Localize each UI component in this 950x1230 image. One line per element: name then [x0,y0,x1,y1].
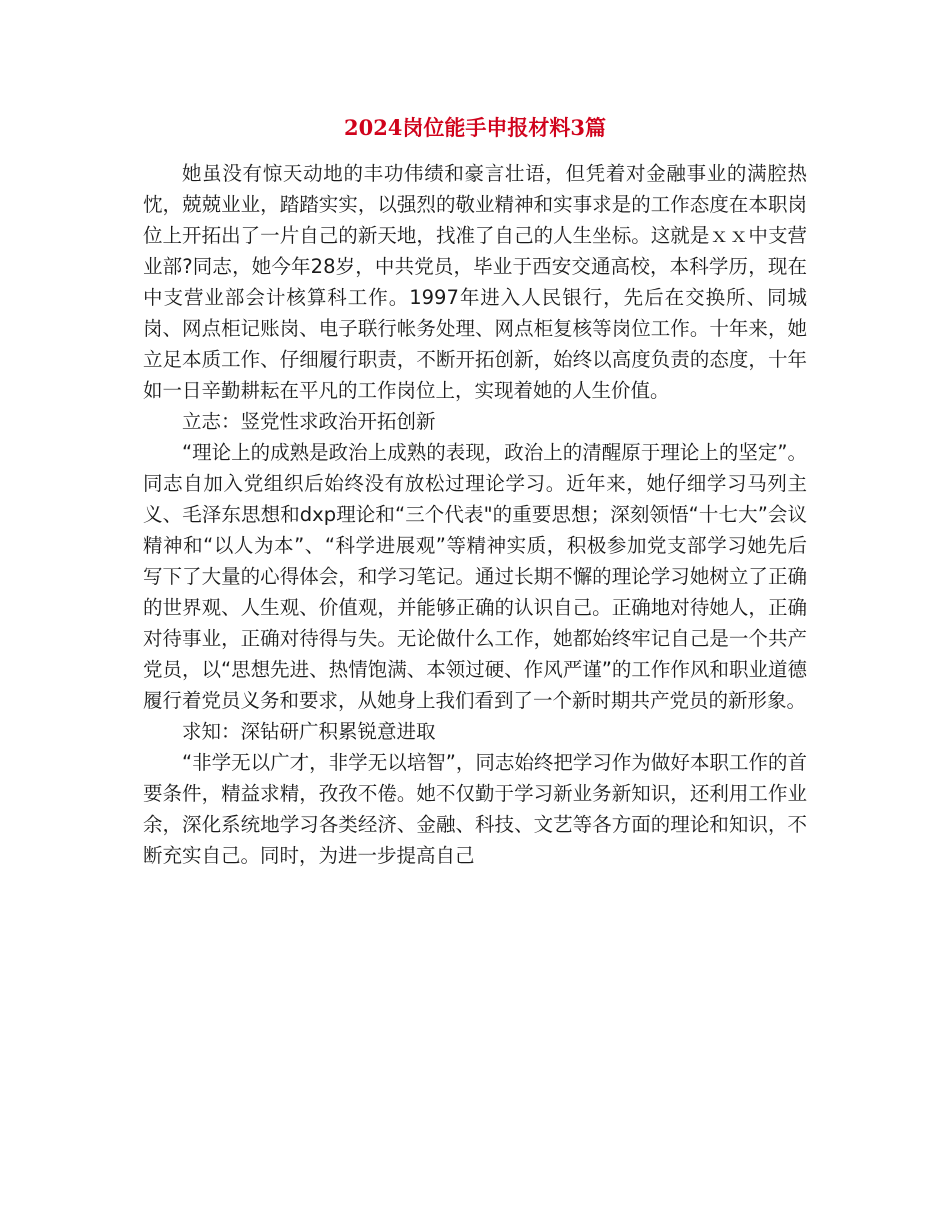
paragraph-intro: 她虽没有惊天动地的丰功伟绩和豪言壮语，但凭着对金融事业的满腔热忱，兢兢业业，踏踏实实，以强烈的敬业精神和实事求是的工作态度在本职岗位上开拓出了一片自己的新天地，找准了自己的人生坐标。这就是ｘｘ中支营业部?同志，她今年28岁，中共党员，毕业于西安交通高校，本科学历，现在中支营业部会计核算科工作。1997年进入人民银行，先后在交换所、同城岗、网点柜记账岗、电子联行帐务处理、网点柜复核等岗位工作。十年来，她立足本质工作、仔细履行职责，不断开拓创新，始终以高度负责的态度，十年如一日辛勤耕耘在平凡的工作岗位上，实现着她的人生价值。 [143,162,807,402]
document-body [143,158,807,871]
section-heading-lizhi: 立志：竖党性求政治开拓创新 [182,410,436,433]
section-heading-qiuzhi: 求知：深钻研广积累锐意进取 [182,720,436,743]
document-title: 2024岗位能手申报材料3篇 [343,115,607,140]
paragraph-qiuzhi: “非学无以广才，非学无以培智”，同志始终把学习作为做好本职工作的首要条件，精益求精，孜孜不倦。她不仅勤于学习新业务新知识，还利用工作业余，深化系统地学习各类经济、金融、科技、文艺等各方面的理论和知识，不断充实自己。同时，为进一步提高自己 [143,751,807,867]
paragraph-lizhi: “理论上的成熟是政治上成熟的表现，政治上的清醒原于理论上的坚定”。同志自加入党组织后始终没有放松过理论学习。近年来，她仔细学习马列主义、毛泽东思想和dxp理论和“三个代表"的重要思想；深刻领悟“十七大”会议精神和“以人为本”、“科学进展观”等精神实质，积极参加党支部学习她先后写下了大量的心得体会，和学习笔记。通过长期不懈的理论学习她树立了正确的世界观、人生观、价值观，并能够正确的认识自己。正确地对待她人，正确对待事业，正确对待得与失。无论做什么工作，她都始终牢记自己是一个共产党员，以“思想先进、热情饱满、本领过硬、作风严谨”的工作作风和职业道德履行着党员义务和要求，从她身上我们看到了一个新时期共产党员的新形象。 [143,441,807,712]
